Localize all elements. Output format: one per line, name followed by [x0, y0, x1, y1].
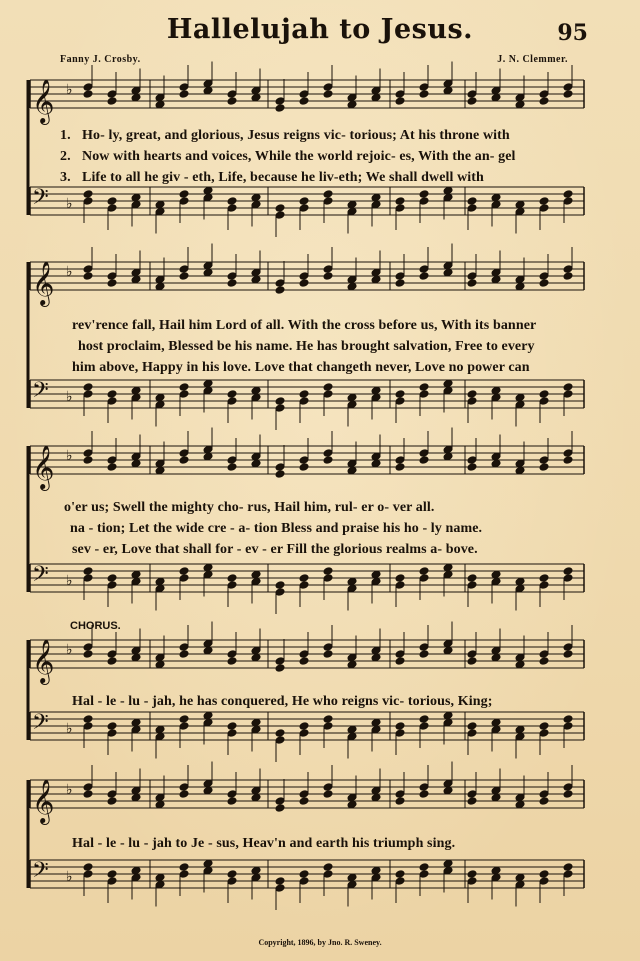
svg-text:𝄢: 𝄢 — [32, 562, 49, 592]
chorus-label: CHORUS. — [70, 620, 121, 632]
svg-text:♭: ♭ — [66, 642, 73, 658]
system-1-verse-2: 2. Now with hearts and voices, While the world rejoic- es, With the an- gel — [60, 149, 516, 164]
system-1-verse-1: 1. Ho- ly, great, and glorious, Jesus reigns vic- torious; At his throne with — [60, 128, 510, 143]
system-3-verse-1: o'er us; Swell the mighty cho- rus, Hail him, rul- er o- ver all. — [64, 500, 435, 515]
svg-text:𝄞: 𝄞 — [32, 779, 55, 823]
svg-text:𝄢: 𝄢 — [32, 710, 49, 740]
svg-text:♭: ♭ — [66, 573, 73, 589]
system-2-verse-3: him above, Happy in his love. Love that changeth never, Love no power can — [72, 360, 530, 375]
svg-text:𝄞: 𝄞 — [32, 639, 55, 683]
lyricist-credit: Fanny J. Crosby. — [60, 54, 141, 65]
system-2-verse-2: host proclaim, Blessed be his name. He has brought salvation, Free to every — [78, 339, 535, 354]
system-3-verse-3: sev - er, Love that shall for - ev - er Fill the glorious realms a- bove. — [72, 542, 478, 557]
copyright-notice: Copyright, 1896, by Jno. R. Sweney. — [258, 938, 382, 947]
system-2-verse-1: rev'rence fall, Hail him Lord of all. With the cross before us, With its banner — [72, 318, 537, 333]
page-number: 95 — [557, 20, 588, 46]
svg-text:♭: ♭ — [66, 82, 73, 98]
svg-text:𝄞: 𝄞 — [32, 261, 55, 305]
composer-credit: J. N. Clemmer. — [497, 54, 568, 65]
hymn-title: Hallelujah to Jesus. — [166, 14, 474, 45]
svg-text:𝄞: 𝄞 — [32, 445, 55, 489]
svg-text:𝄞: 𝄞 — [32, 79, 55, 123]
svg-text:♭: ♭ — [66, 264, 73, 280]
chorus-line-1: Hal - le - lu - jah, he has conquered, He who reigns vic- torious, King; — [72, 694, 493, 709]
svg-text:♭: ♭ — [66, 869, 73, 885]
svg-text:♭: ♭ — [66, 389, 73, 405]
svg-text:♭: ♭ — [66, 196, 73, 212]
svg-text:♭: ♭ — [66, 782, 73, 798]
system-3-verse-2: na - tion; Let the wide cre - a- tion Bless and praise his ho - ly name. — [70, 521, 483, 536]
svg-text:𝄢: 𝄢 — [32, 858, 49, 888]
svg-text:♭: ♭ — [66, 448, 73, 464]
system-1-verse-3: 3. Life to all he giv - eth, Life, because he liv-eth; We shall dwell with — [60, 170, 484, 185]
svg-text:♭: ♭ — [66, 721, 73, 737]
svg-text:𝄢: 𝄢 — [32, 185, 49, 215]
svg-text:𝄢: 𝄢 — [32, 378, 49, 408]
chorus-line-2: Hal - le - lu - jah to Je - sus, Heav'n and earth his triumph sing. — [72, 836, 456, 851]
